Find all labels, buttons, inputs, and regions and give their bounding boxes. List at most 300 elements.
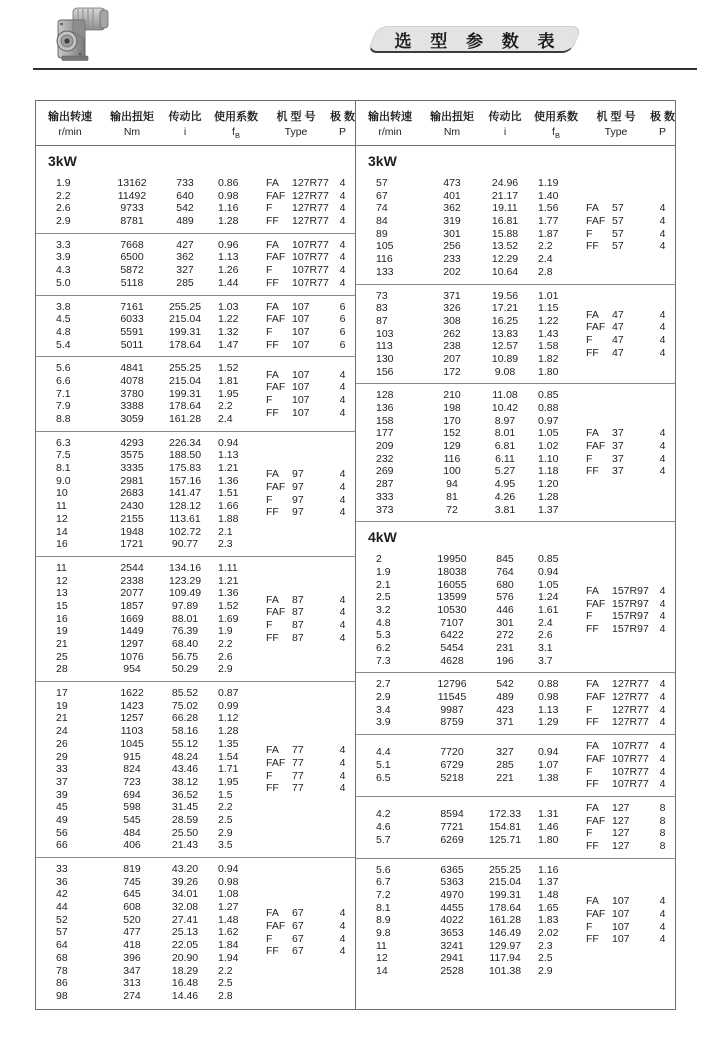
- pole-count: 4: [659, 465, 666, 478]
- table-row: [36, 526, 262, 539]
- ratio-cell: 19.11: [492, 202, 518, 215]
- ratio-cell: 446: [496, 603, 514, 616]
- pole-count: 6: [339, 300, 346, 313]
- group-type-rows: [582, 802, 675, 853]
- group-data-rows: [36, 301, 262, 352]
- speed-cell: 21: [56, 712, 68, 725]
- model-type: [262, 468, 330, 481]
- type-prefix: FAF: [586, 908, 606, 921]
- type-row: [262, 326, 355, 339]
- model-type: [262, 277, 330, 290]
- table-row: [356, 629, 582, 642]
- table-row: [36, 965, 262, 978]
- ratio-cell: 22.05: [171, 939, 199, 952]
- table-row: [356, 478, 582, 491]
- speed-cell: 73: [376, 289, 388, 302]
- table-row: [36, 914, 262, 927]
- type-row: [582, 840, 675, 853]
- model-type: [262, 619, 330, 632]
- type-code: 77: [292, 782, 304, 795]
- table-row: [36, 712, 262, 725]
- speed-cell: 136: [376, 402, 394, 414]
- type-code: 97: [292, 468, 304, 481]
- ratio-cell: 327: [176, 264, 194, 277]
- group-type-rows: [582, 427, 675, 478]
- pole-count: 4: [659, 202, 666, 215]
- speed-cell: 116: [376, 253, 393, 266]
- model-type: [582, 740, 650, 753]
- ratio-cell: 285: [176, 276, 194, 289]
- ratio-cell: 13.52: [491, 240, 519, 253]
- type-row: [582, 895, 675, 908]
- torque-cell: 7721: [440, 820, 464, 833]
- ratio-cell: 8.01: [494, 427, 516, 440]
- type-prefix: F: [586, 452, 593, 465]
- torque-cell: 3241: [440, 939, 464, 952]
- factor-cell: 2.4: [538, 616, 553, 629]
- page-title-badge: [372, 26, 577, 53]
- speed-cell: 12: [376, 952, 388, 965]
- factor-cell: 0.85: [538, 553, 559, 566]
- col-type-header: [582, 101, 650, 145]
- type-code: 107: [292, 406, 310, 419]
- speed-cell: 3.8: [56, 300, 71, 313]
- factor-cell: 0.86: [218, 177, 239, 189]
- pole-count: 4: [339, 593, 346, 606]
- type-row: [582, 623, 675, 636]
- pole-count: 4: [339, 368, 346, 381]
- model-type: [582, 753, 650, 766]
- type-row: [262, 782, 355, 795]
- table-row: [36, 827, 262, 840]
- type-row: [582, 778, 675, 791]
- factor-cell: 1.36: [218, 474, 239, 487]
- type-prefix: FA: [586, 801, 599, 814]
- pole-count: 4: [339, 276, 346, 289]
- ratio-cell: 199.31: [168, 387, 202, 400]
- torque-cell: 477: [123, 926, 141, 939]
- ratio-cell: 32.08: [171, 901, 199, 914]
- ratio-group: [356, 735, 675, 797]
- ratio-cell: 5.27: [494, 465, 516, 478]
- factor-cell: 0.94: [218, 863, 239, 875]
- type-row: [582, 202, 675, 215]
- type-row: [262, 632, 355, 645]
- table-row: [36, 177, 262, 190]
- factor-cell: 1.27: [218, 901, 239, 914]
- speed-cell: 83: [376, 302, 388, 315]
- torque-cell: 4841: [120, 362, 144, 375]
- pole-count: 8: [659, 814, 666, 827]
- model-type: [262, 494, 330, 507]
- type-code: 87: [292, 631, 304, 644]
- model-type: [582, 921, 650, 934]
- factor-unit-base: f: [552, 126, 555, 138]
- pole-count: 4: [659, 346, 666, 359]
- torque-cell: 8594: [440, 808, 464, 821]
- type-row: [262, 177, 355, 190]
- ratio-cell: 39.26: [171, 875, 199, 888]
- ratio-cell: 90.77: [171, 538, 199, 551]
- torque-cell: 473: [443, 177, 461, 189]
- type-prefix: FA: [266, 300, 279, 313]
- table-row: [36, 977, 262, 990]
- model-type: [262, 326, 330, 339]
- type-code: 127: [612, 801, 630, 814]
- table-row: [36, 437, 262, 450]
- torque-cell: 2338: [120, 574, 144, 587]
- factor-cell: 1.48: [218, 913, 239, 926]
- torque-cell: 11545: [437, 691, 467, 704]
- speed-cell: 7.1: [56, 387, 71, 400]
- model-type: [582, 334, 650, 347]
- factor-cell: 2.5: [218, 813, 233, 826]
- ratio-cell: 20.90: [171, 951, 199, 964]
- model-type: [262, 239, 330, 252]
- ratio-cell: 255.25: [168, 362, 202, 375]
- speed-cell: 2: [376, 553, 382, 566]
- ratio-cell: 85.52: [171, 687, 199, 700]
- ratio-cell: 56.75: [171, 650, 199, 663]
- pole-count: 4: [339, 215, 346, 228]
- type-prefix: FA: [266, 468, 279, 481]
- type-prefix: FF: [266, 945, 279, 958]
- type-code: 107: [612, 920, 630, 933]
- torque-cell: 2528: [440, 965, 464, 978]
- speed-cell: 5.0: [56, 276, 71, 289]
- factor-cell: 1.36: [218, 587, 239, 600]
- ratio-group: [356, 172, 675, 285]
- table-row: [356, 965, 582, 978]
- speed-cell: 3.4: [376, 703, 391, 716]
- factor-cell: 1.52: [218, 362, 239, 375]
- torque-cell: 6033: [120, 313, 144, 326]
- torque-cell: 401: [443, 189, 461, 202]
- table-row: [36, 687, 262, 700]
- column-header-row: [36, 101, 355, 146]
- col-torque-label: 输出扭矩: [110, 111, 154, 123]
- torque-cell: 11492: [117, 189, 147, 202]
- model-type: [262, 264, 330, 277]
- table-right-half: [356, 101, 675, 1009]
- torque-cell: 819: [123, 863, 141, 875]
- pole-count: 4: [659, 584, 666, 597]
- pole-count: 6: [339, 325, 346, 338]
- torque-cell: 7720: [440, 746, 464, 759]
- table-row: [356, 253, 582, 266]
- model-type: [582, 766, 650, 779]
- table-row: [36, 776, 262, 789]
- torque-cell: 7107: [440, 616, 464, 629]
- factor-cell: 0.87: [218, 687, 239, 700]
- ratio-cell: 845: [496, 553, 514, 566]
- ratio-cell: 50.29: [171, 663, 199, 676]
- model-type: [582, 427, 650, 440]
- table-row: [36, 801, 262, 814]
- type-prefix: F: [266, 618, 273, 631]
- type-code: 107R77: [612, 752, 649, 765]
- factor-unit-base: f: [232, 126, 235, 138]
- speed-cell: 2.7: [376, 678, 391, 691]
- type-row: [262, 301, 355, 314]
- factor-cell: 2.2: [218, 400, 233, 413]
- speed-cell: 12: [56, 512, 68, 525]
- factor-cell: 1.32: [218, 325, 239, 338]
- ratio-cell: 6.81: [494, 440, 516, 453]
- model-type: [582, 895, 650, 908]
- right-groups: [356, 146, 675, 983]
- table-row: [356, 617, 582, 630]
- table-row: [356, 834, 582, 847]
- col-ratio-header: [160, 101, 210, 145]
- col-factor-label: 使用系数: [534, 111, 578, 123]
- type-row: [262, 190, 355, 203]
- speed-cell: 39: [56, 788, 68, 801]
- speed-cell: 11: [56, 561, 67, 574]
- model-type: [262, 770, 330, 783]
- ratio-cell: 25.13: [171, 926, 199, 939]
- table-row: [356, 772, 582, 785]
- torque-cell: 3335: [120, 462, 144, 475]
- type-code: 107: [292, 393, 310, 406]
- model-type: [262, 606, 330, 619]
- factor-cell: 0.96: [218, 238, 239, 251]
- col-speed-header: [36, 101, 104, 145]
- speed-cell: 10: [56, 487, 68, 500]
- table-row: [36, 339, 262, 352]
- factor-cell: 1.80: [538, 365, 559, 378]
- factor-cell: 2.9: [538, 965, 553, 978]
- type-prefix: FAF: [266, 313, 286, 326]
- col-ratio-label: 传动比: [168, 111, 202, 123]
- table-row: [36, 952, 262, 965]
- model-type: [262, 394, 330, 407]
- page-title: 选 型 参 数 表: [394, 32, 562, 51]
- gearmotor-photo: [50, 5, 112, 63]
- ratio-cell: 255.25: [488, 863, 522, 876]
- speed-cell: 12: [56, 574, 68, 587]
- group-type-rows: [262, 239, 355, 290]
- torque-cell: 371: [443, 289, 461, 302]
- factor-cell: 1.46: [538, 820, 559, 833]
- table-row: [36, 251, 262, 264]
- factor-cell: 1.08: [218, 888, 239, 901]
- ratio-cell: 733: [176, 177, 194, 189]
- factor-cell: 1.56: [538, 202, 559, 215]
- torque-cell: 198: [443, 402, 461, 414]
- factor-cell: 0.94: [538, 565, 559, 578]
- torque-cell: 170: [443, 414, 461, 427]
- torque-cell: 7161: [120, 300, 144, 313]
- speed-cell: 7.3: [376, 654, 391, 667]
- pole-count: 4: [659, 321, 666, 334]
- table-row: [356, 889, 582, 902]
- type-row: [262, 619, 355, 632]
- ratio-group: [356, 285, 675, 385]
- table-row: [36, 538, 262, 551]
- type-row: [582, 678, 675, 691]
- ratio-cell: 178.64: [168, 400, 202, 413]
- col-pole-header: [330, 101, 355, 145]
- type-row: [262, 313, 355, 326]
- table-row: [36, 475, 262, 488]
- pole-count: 4: [659, 716, 666, 729]
- type-prefix: FF: [266, 215, 279, 228]
- table-row: [356, 678, 582, 691]
- factor-cell: 1.69: [218, 612, 239, 625]
- col-speed-label: 输出转速: [48, 111, 92, 123]
- pole-count: 6: [339, 313, 346, 326]
- ratio-cell: 113.61: [169, 512, 201, 525]
- type-prefix: FA: [586, 584, 599, 597]
- type-row: [262, 744, 355, 757]
- speed-cell: 67: [376, 189, 388, 202]
- type-prefix: FA: [586, 202, 599, 215]
- ratio-cell: 117.94: [489, 952, 521, 965]
- type-code: 37: [612, 427, 624, 440]
- type-code: 127R77: [612, 716, 649, 729]
- torque-cell: 520: [123, 913, 141, 926]
- ratio-group: [36, 296, 355, 358]
- speed-cell: 8.9: [376, 914, 391, 927]
- type-code: 157R97: [612, 597, 649, 610]
- gearmotor-illustration: [50, 5, 112, 63]
- speed-cell: 89: [376, 227, 388, 240]
- type-row: [582, 585, 675, 598]
- speed-cell: 6.6: [56, 374, 71, 387]
- torque-cell: 3780: [120, 387, 144, 400]
- type-prefix: FA: [266, 593, 279, 606]
- table-row: [36, 651, 262, 664]
- torque-cell: 129: [443, 440, 461, 453]
- speed-cell: 98: [56, 989, 68, 1002]
- pole-count: 4: [339, 481, 346, 494]
- col-type-label: 机 型 号: [276, 111, 316, 123]
- ratio-cell: 172.33: [488, 808, 522, 821]
- group-data-rows: [36, 863, 262, 1003]
- type-code: 37: [612, 440, 624, 453]
- torque-cell: 326: [443, 302, 461, 315]
- factor-cell: 2.5: [538, 952, 553, 965]
- type-prefix: FF: [586, 240, 599, 253]
- type-code: 127: [612, 814, 630, 827]
- ratio-cell: 14.46: [171, 989, 199, 1002]
- table-row: [356, 366, 582, 379]
- factor-cell: 2.8: [538, 265, 553, 278]
- type-prefix: FA: [586, 895, 599, 908]
- speed-cell: 5.6: [56, 362, 71, 375]
- factor-cell: 1.81: [218, 374, 239, 387]
- speed-cell: 87: [376, 314, 388, 327]
- ratio-cell: 215.04: [168, 313, 202, 326]
- model-type: [582, 202, 650, 215]
- model-type: [262, 381, 330, 394]
- ratio-group: [36, 432, 355, 557]
- factor-cell: 1.71: [218, 763, 239, 776]
- speed-cell: 6.7: [376, 876, 391, 889]
- type-code: 127R77: [292, 189, 329, 202]
- table-row: [36, 939, 262, 952]
- model-type: [262, 202, 330, 215]
- col-pole-unit: P: [338, 126, 346, 138]
- type-prefix: FAF: [266, 189, 286, 202]
- table-row: [36, 400, 262, 413]
- type-prefix: FA: [586, 678, 599, 691]
- type-code: 127R77: [292, 177, 329, 189]
- factor-cell: 1.05: [538, 578, 559, 591]
- type-code: 57: [612, 202, 624, 215]
- type-row: [582, 240, 675, 253]
- speed-cell: 24: [56, 725, 68, 738]
- factor-cell: 1.58: [538, 340, 559, 353]
- type-code: 47: [612, 346, 624, 359]
- type-row: [582, 815, 675, 828]
- type-prefix: F: [586, 610, 593, 623]
- ratio-cell: 38.12: [171, 775, 199, 788]
- pole-count: 4: [659, 908, 666, 921]
- table-row: [36, 215, 262, 228]
- table-row: [36, 587, 262, 600]
- type-code: 127R77: [612, 703, 649, 716]
- ratio-cell: 19.56: [491, 289, 519, 302]
- factor-cell: 1.80: [538, 833, 559, 846]
- type-prefix: FF: [586, 933, 599, 946]
- type-code: 57: [612, 215, 624, 228]
- pole-count: 4: [659, 752, 666, 765]
- speed-cell: 42: [56, 888, 68, 901]
- factor-cell: 1.40: [538, 189, 559, 202]
- torque-cell: 202: [443, 265, 461, 278]
- pole-count: 4: [659, 933, 666, 946]
- torque-cell: 9733: [120, 202, 144, 215]
- speed-cell: 7.5: [56, 449, 71, 462]
- pole-count: 4: [659, 703, 666, 716]
- type-code: 67: [292, 907, 304, 920]
- factor-cell: 1.29: [538, 716, 559, 729]
- factor-cell: 0.88: [538, 678, 559, 691]
- speed-cell: 15: [56, 599, 68, 612]
- type-code: 87: [292, 593, 304, 606]
- model-type: [582, 440, 650, 453]
- factor-cell: 1.44: [218, 276, 239, 289]
- torque-cell: 3388: [120, 400, 144, 413]
- ratio-cell: 196: [496, 654, 514, 667]
- ratio-group: [356, 384, 675, 522]
- ratio-cell: 489: [176, 215, 194, 228]
- torque-cell: 5118: [120, 276, 144, 289]
- type-row: [582, 598, 675, 611]
- type-prefix: FAF: [266, 481, 286, 494]
- torque-cell: 1423: [120, 699, 144, 712]
- factor-cell: 1.28: [218, 725, 239, 738]
- ratio-group: [356, 859, 675, 983]
- pole-count: 4: [339, 189, 346, 202]
- pole-count: 4: [339, 744, 346, 757]
- type-row: [582, 309, 675, 322]
- pole-count: 4: [339, 631, 346, 644]
- torque-cell: 4455: [440, 901, 464, 914]
- type-prefix: FA: [266, 368, 279, 381]
- type-code: 77: [292, 769, 304, 782]
- ratio-cell: 141.47: [168, 487, 202, 500]
- torque-cell: 313: [123, 977, 141, 990]
- type-prefix: F: [266, 932, 273, 945]
- table-row: [36, 789, 262, 802]
- factor-cell: 1.22: [538, 314, 559, 327]
- col-factor-header: [530, 101, 582, 145]
- pole-count: 4: [659, 597, 666, 610]
- speed-cell: 3.9: [376, 716, 391, 729]
